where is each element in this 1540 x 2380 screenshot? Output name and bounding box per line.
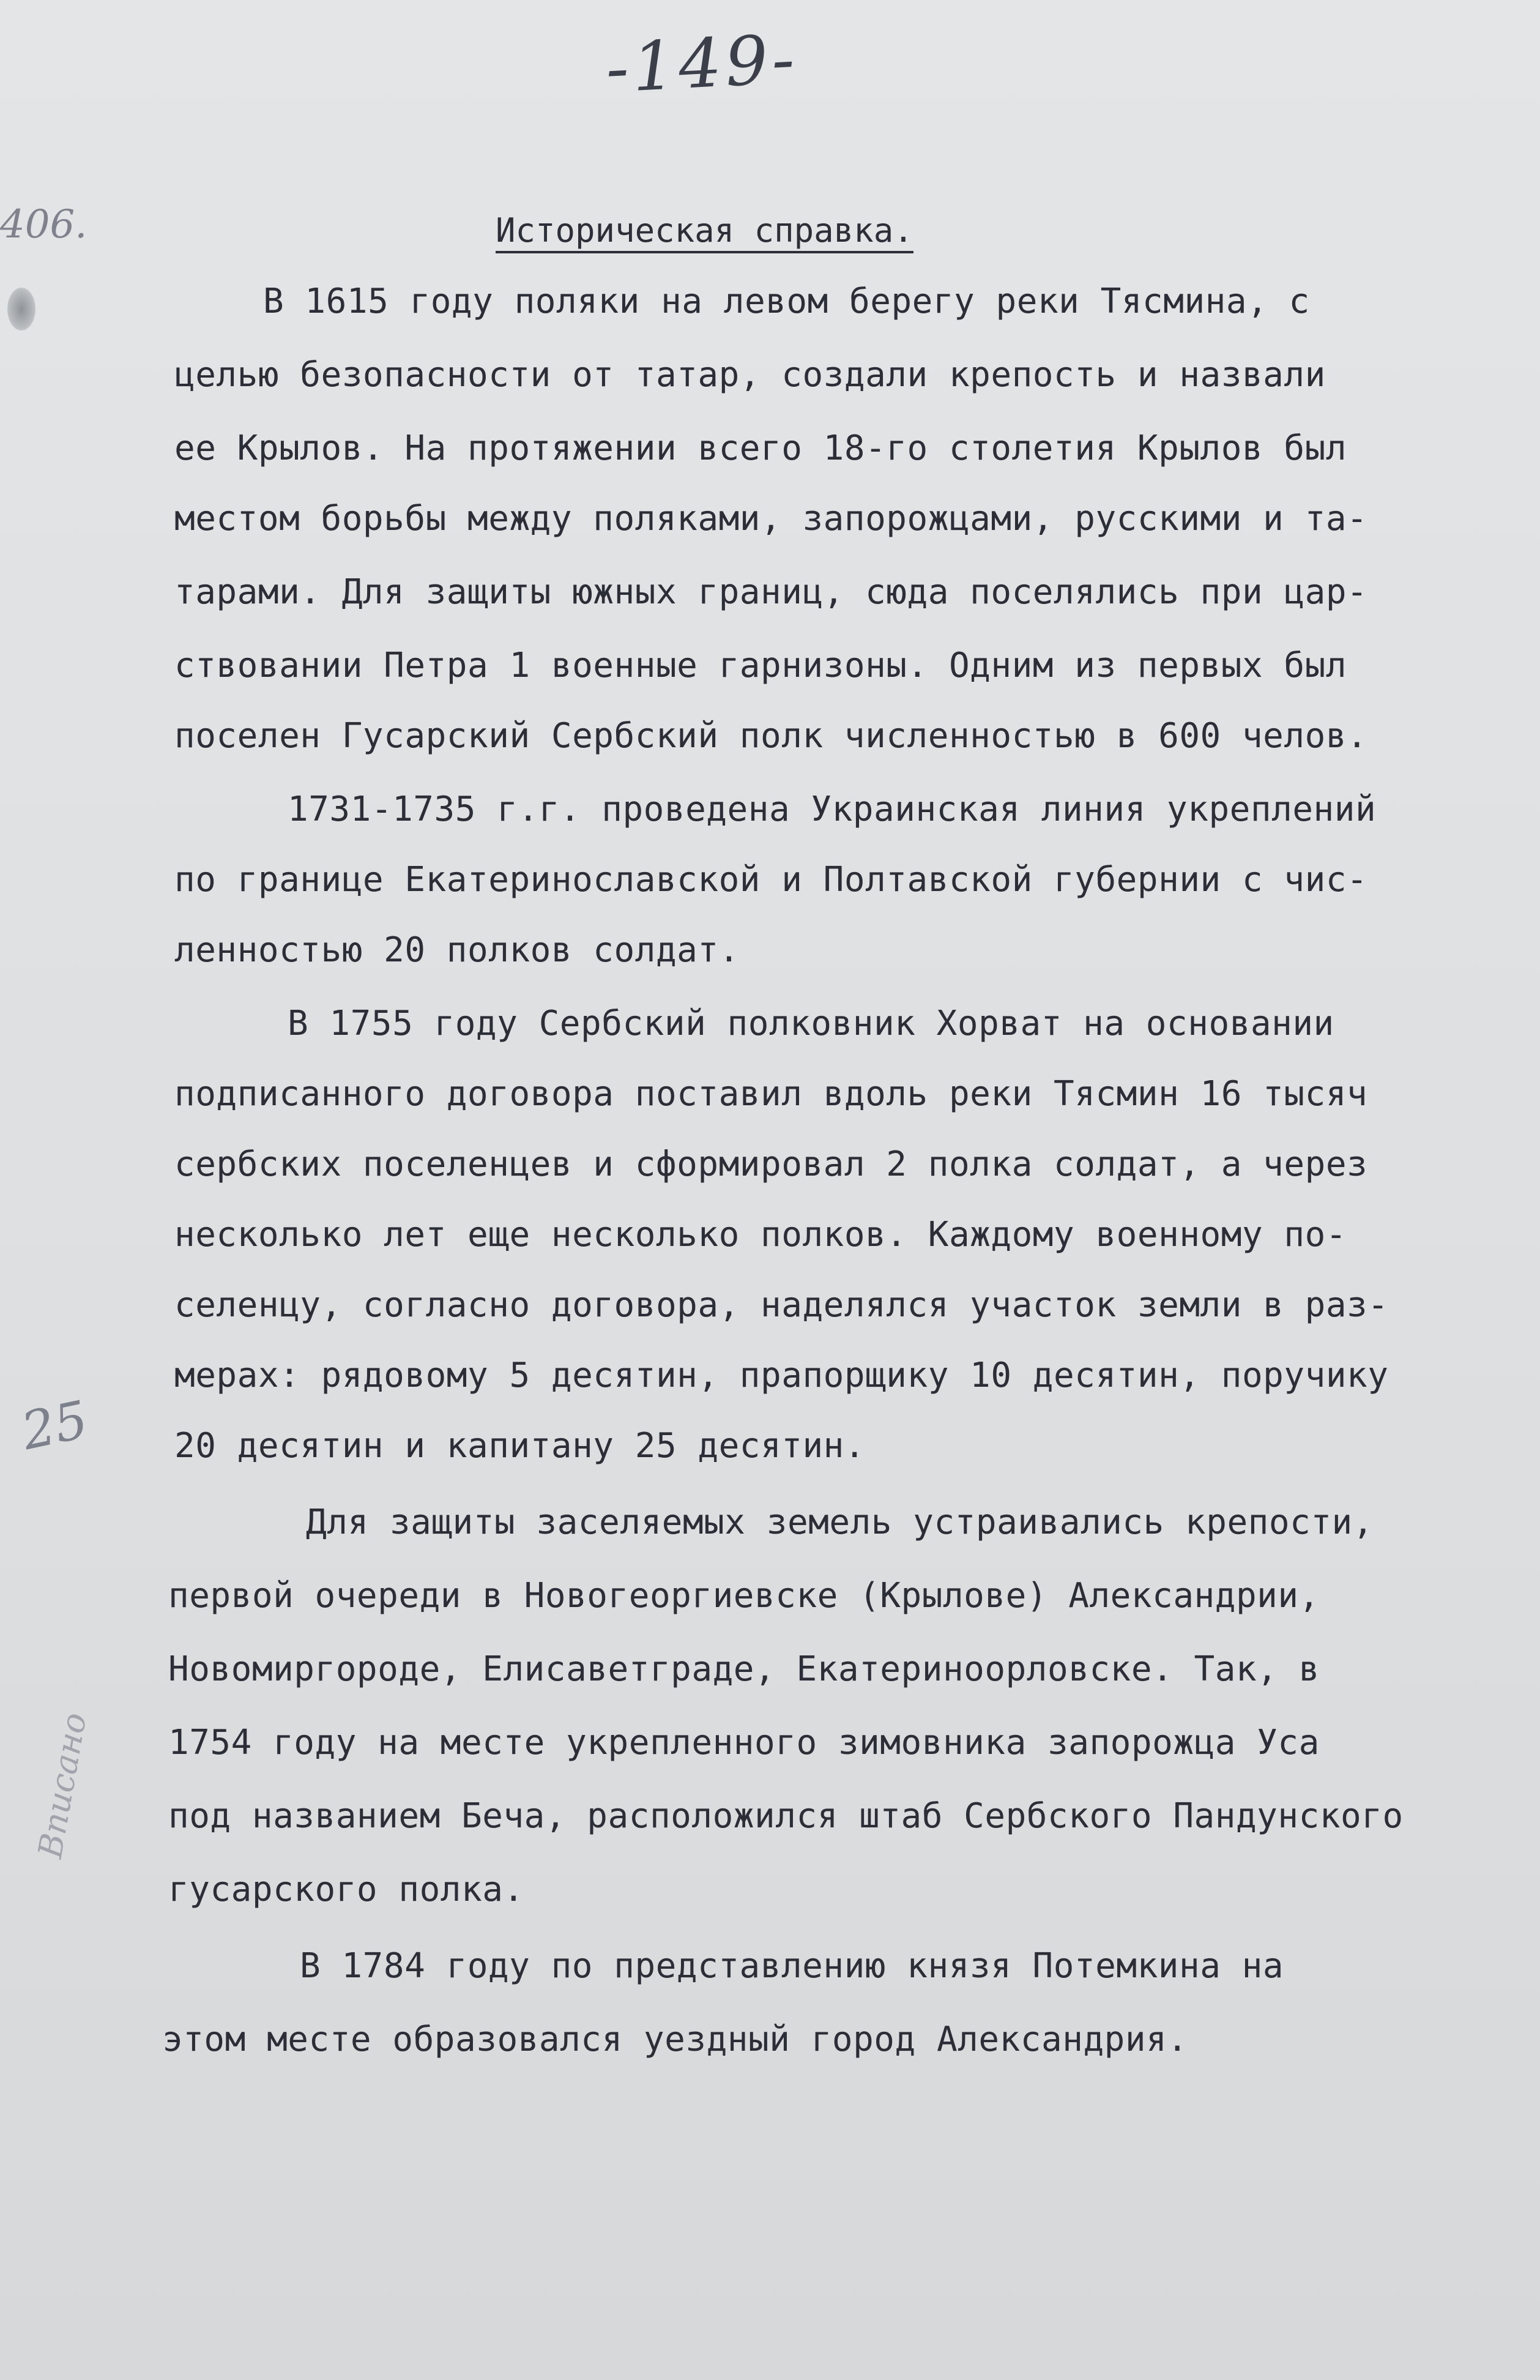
text-line: мерах: рядовому 5 десятин, прапорщику 10 десятин, поручику xyxy=(174,1356,1389,1395)
text-line: ее Крылов. На протяжении всего 18-го столетия Крылов был xyxy=(174,428,1347,468)
text-line: селенцу, согласно договора, наделялся участок земли в раз- xyxy=(174,1285,1389,1325)
margin-note-mid: 25 xyxy=(16,1389,93,1462)
text-line: ствовании Петра 1 военные гарнизоны. Одним из первых был xyxy=(174,646,1347,685)
text-line: тарами. Для защиты южных границ, сюда поселялись при цар- xyxy=(174,572,1368,612)
page-number: -149- xyxy=(603,19,800,108)
text-line: целью безопасности от татар, создали крепость и назвали xyxy=(174,355,1326,395)
punch-hole xyxy=(7,288,35,330)
text-line: В 1755 году Сербский полковник Хорват на основании xyxy=(288,1004,1334,1043)
text-line: Для защиты заселяемых земель устраивались крепости, xyxy=(306,1502,1374,1542)
text-line: В 1615 году поляки на левом берегу реки Тясмина, с xyxy=(263,282,1310,321)
text-line: поселен Гусарский Сербский полк численностью в 600 челов. xyxy=(174,716,1368,756)
text-line: 1731-1735 г.г. проведена Украинская линия укреплений xyxy=(288,789,1377,829)
text-line: Новомиргороде, Елисаветграде, Екатериноорловске. Так, в xyxy=(168,1649,1320,1689)
text-line: ленностью 20 полков солдат. xyxy=(174,930,740,970)
text-line: местом борьбы между поляками, запорожцами, русскими и та- xyxy=(174,499,1368,539)
text-line: по границе Екатеринославской и Полтавской губернии с чис- xyxy=(174,860,1368,900)
text-line: сербских поселенцев и сформировал 2 полка солдат, а через xyxy=(174,1144,1368,1184)
margin-note-top: 406. xyxy=(0,202,87,247)
text-line: несколько лет еще несколько полков. Каждому военному по- xyxy=(174,1215,1347,1255)
text-line: В 1784 году по представлению князя Потемкина на xyxy=(300,1946,1284,1986)
margin-note-low: Вписано xyxy=(31,1709,94,1861)
text-line: первой очереди в Новогеоргиевске (Крылове) Александрии, xyxy=(168,1576,1320,1616)
text-line: гусарского полка. xyxy=(168,1870,524,1909)
text-line: этом месте образовался уездный город Александрия. xyxy=(162,2020,1188,2059)
text-line: под названием Беча, расположился штаб Сербского Пандунского xyxy=(168,1796,1404,1836)
document-title: Историческая справка. xyxy=(496,211,913,253)
text-line: 20 десятин и капитану 25 десятин. xyxy=(174,1426,866,1466)
text-line: 1754 году на месте укрепленного зимовника запорожца Уса xyxy=(168,1723,1320,1763)
text-line: подписанного договора поставил вдоль реки Тясмин 16 тысяч xyxy=(174,1074,1368,1114)
